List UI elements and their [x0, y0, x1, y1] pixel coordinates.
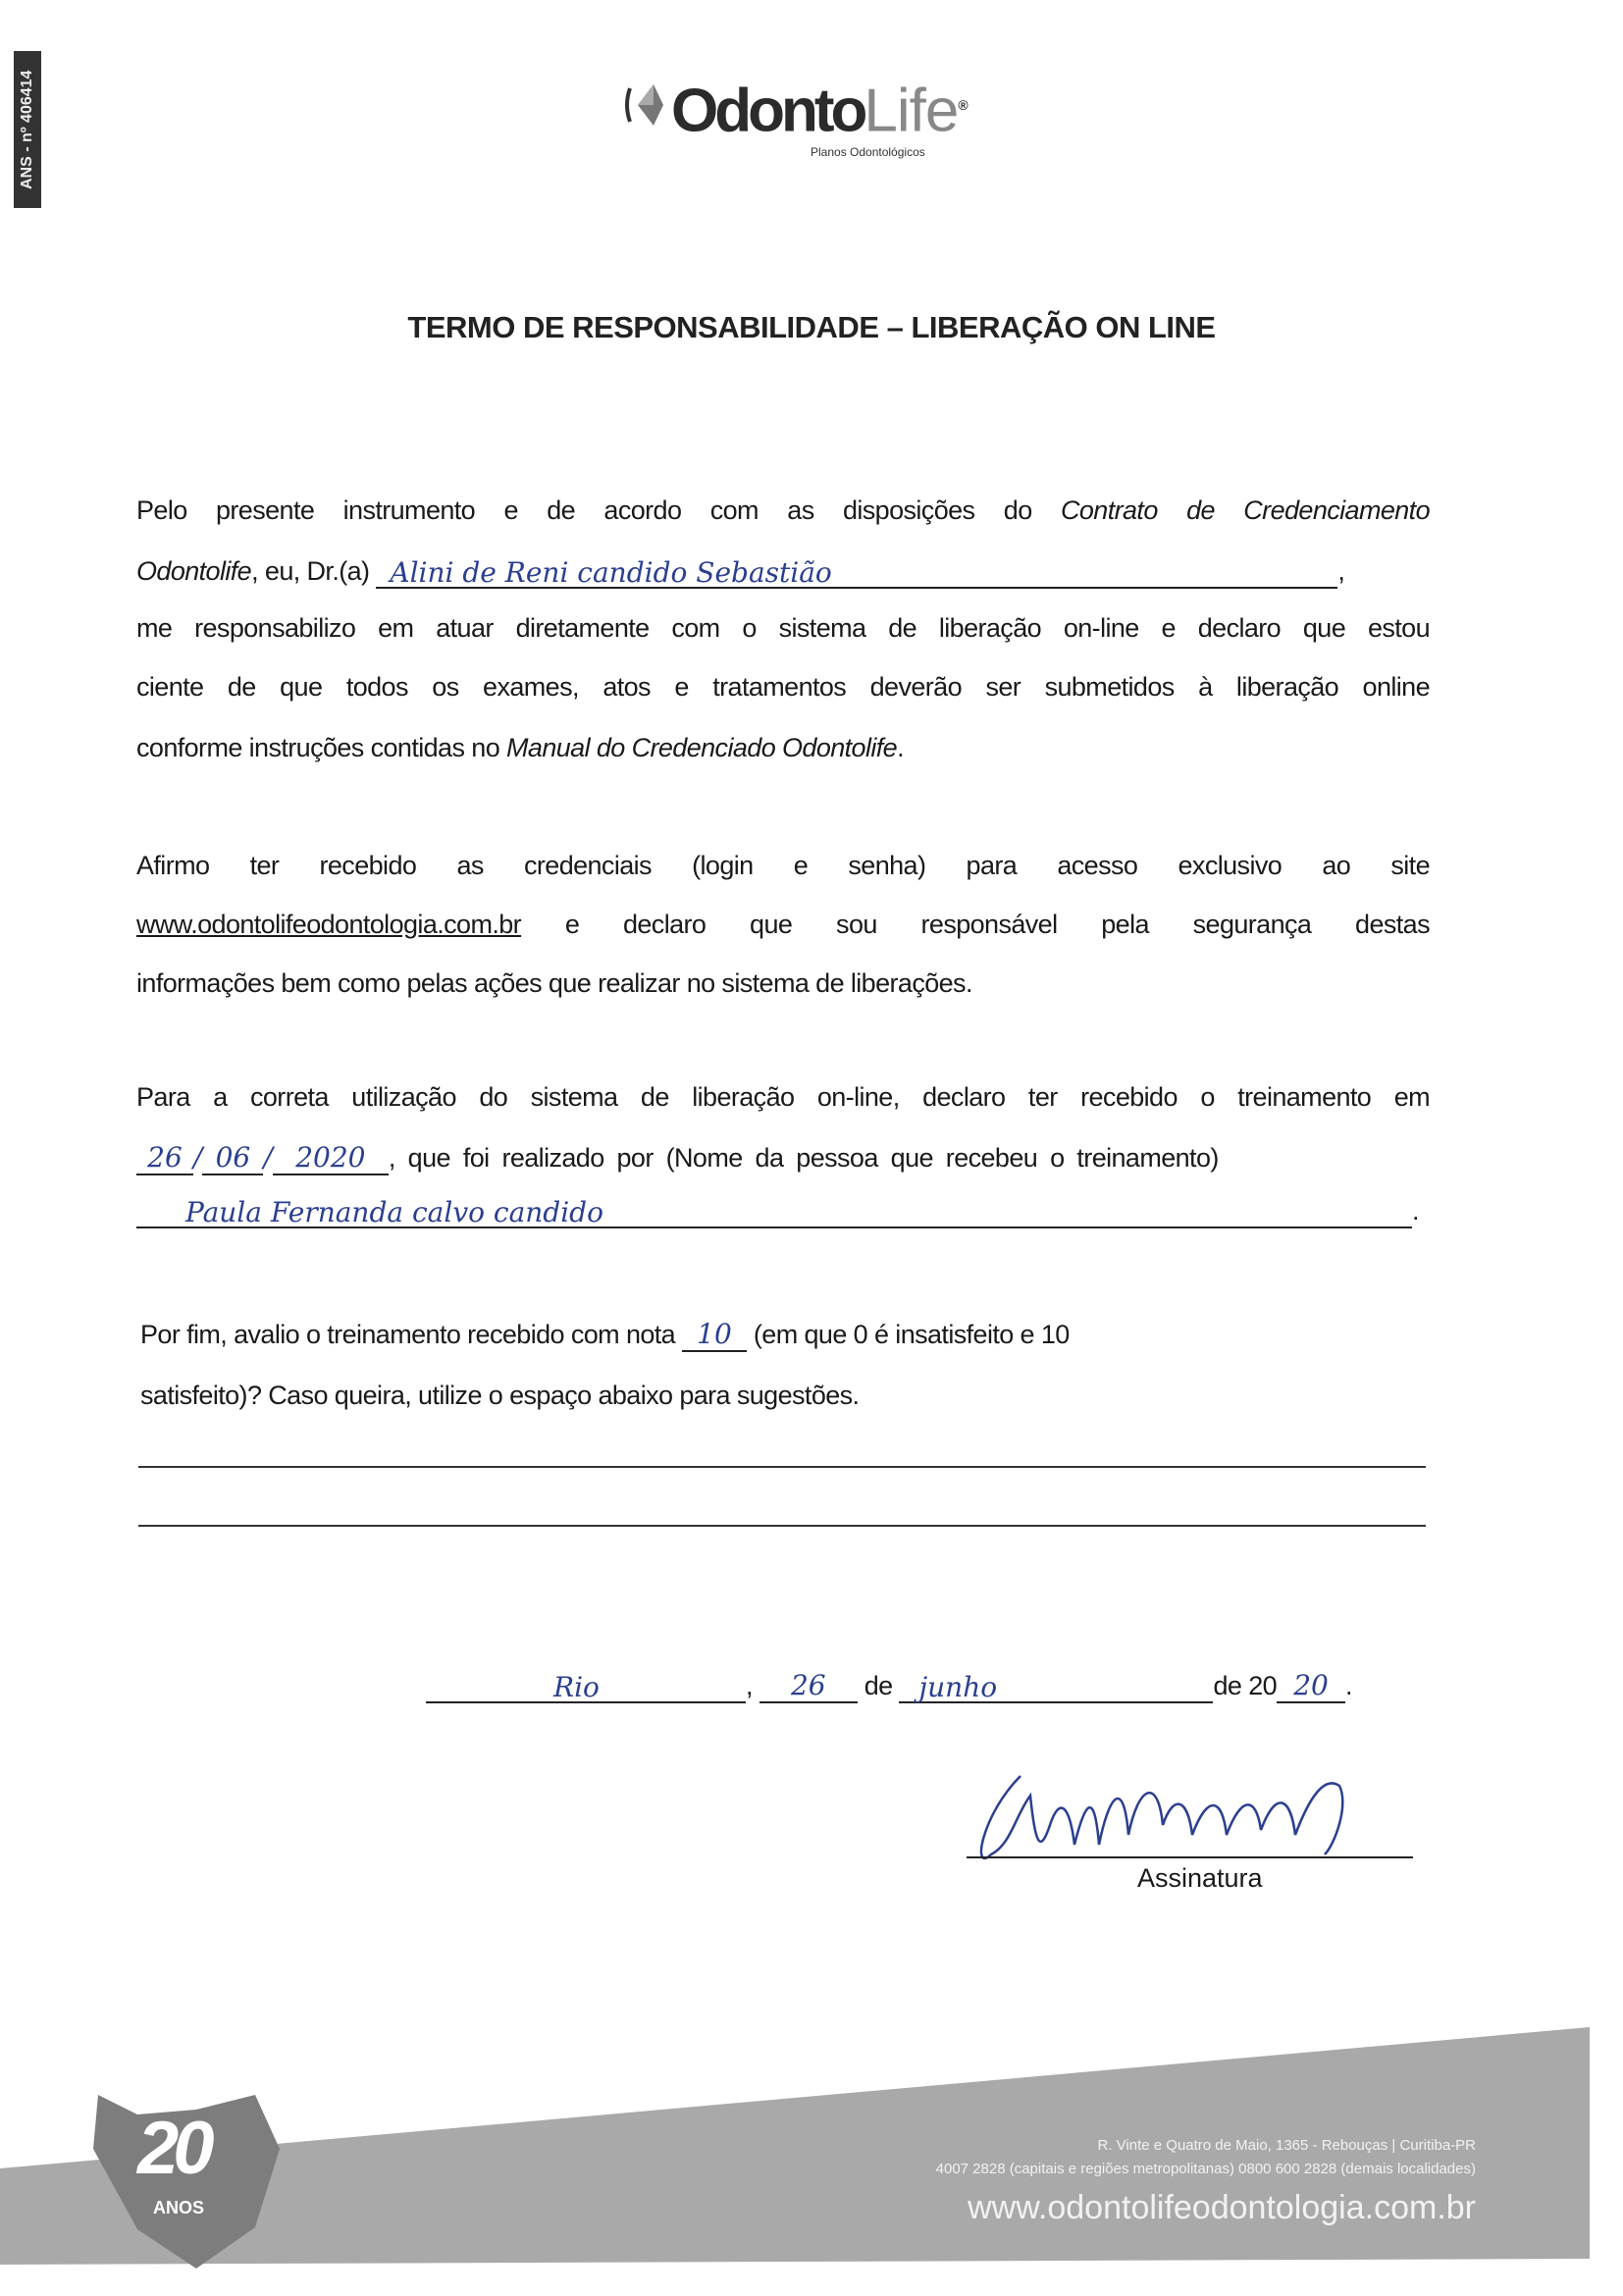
suggestion-line-2[interactable] — [138, 1525, 1426, 1527]
ans-registration-stamp: ANS - nº 406414 — [14, 51, 41, 208]
p4-line1: Por fim, avalio o treinamento recebido com nota 10 (em que 0 é insatisfeito e 10 — [140, 1318, 1070, 1350]
day-field[interactable]: 26 — [759, 1670, 858, 1703]
doctor-name-field[interactable]: Alini de Reni candido Sebastião — [376, 557, 1337, 589]
document-title: TERMO DE RESPONSABILIDADE – LIBERAÇÃO ON LINE — [407, 310, 1216, 344]
logo-tagline: Planos Odontológicos — [811, 145, 925, 159]
logo-diamond-icon — [624, 80, 669, 130]
p3-line1: Para a correta utilização do sistema de liberação on-line, declaro ter recebido o treinamento em — [136, 1082, 1430, 1112]
footer-phones: 4007 2828 (capitais e regiões metropolitanas) 0800 600 2828 (demais localidades) — [935, 2161, 1476, 2177]
p3-line2: 26 / 06 / 2020 , que foi realizado por (Nome da pessoa que recebeu o treinamento) — [136, 1140, 1430, 1175]
p1-line3: me responsabilizo em atuar diretamente com o sistema de liberação on-line e declaro que estou — [136, 613, 1430, 643]
p1-line1: Pelo presente instrumento e de acordo com as disposições do Contrato de Credenciamento — [136, 496, 1430, 525]
place-date-line: Rio , 26 de junho de 20 20 . — [426, 1668, 1446, 1703]
p1-line2: Odontolife, eu, Dr.(a) Alini de Reni candido Sebastião , — [136, 556, 1345, 589]
p2-line2: www.odontolifeodontologia.com.br e declaro que sou responsável pela segurança destas — [136, 910, 1430, 939]
city-field[interactable]: Rio — [426, 1672, 746, 1703]
suggestion-line-1[interactable] — [138, 1466, 1426, 1468]
odontolife-logo — [624, 73, 969, 171]
training-day-field[interactable]: 26 — [136, 1142, 193, 1175]
p4-line2: satisfeito)? Caso queira, utilize o espaço abaixo para sugestões. — [140, 1381, 860, 1410]
p2-line1: Afirmo ter recebido as credenciais (login e senha) para acesso exclusivo ao site — [136, 851, 1430, 880]
footer-address: R. Vinte e Quatro de Maio, 1365 - Rebouças | Curitiba-PR — [1097, 2137, 1476, 2154]
anniversary-number: 20 — [137, 2107, 209, 2190]
p1-line5: conforme instruções contidas no Manual do Credenciado Odontolife. — [136, 733, 904, 762]
footer-website[interactable]: www.odontolifeodontologia.com.br — [968, 2189, 1476, 2226]
trainee-name-field[interactable]: Paula Fernanda calvo candido — [136, 1197, 1412, 1228]
p2-line3: informações bem como pelas ações que realizar no sistema de liberações. — [136, 968, 972, 998]
logo-wordmark: OdontoLife® — [671, 77, 969, 145]
signature-label: Assinatura — [1137, 1863, 1263, 1893]
year-field[interactable]: 20 — [1277, 1670, 1345, 1703]
training-score-field[interactable]: 10 — [682, 1319, 747, 1352]
p1-line4: ciente de que todos os exames, atos e tratamentos deverão ser submetidos à liberação online — [136, 672, 1430, 702]
website-link[interactable]: www.odontolifeodontologia.com.br — [136, 910, 522, 939]
training-year-field[interactable]: 2020 — [273, 1142, 389, 1175]
month-field[interactable]: junho — [899, 1672, 1213, 1703]
p3-line3: Paula Fernanda calvo candido . — [136, 1193, 1430, 1228]
anniversary-word: ANOS — [153, 2198, 205, 2218]
training-month-field[interactable]: 06 — [202, 1142, 263, 1175]
